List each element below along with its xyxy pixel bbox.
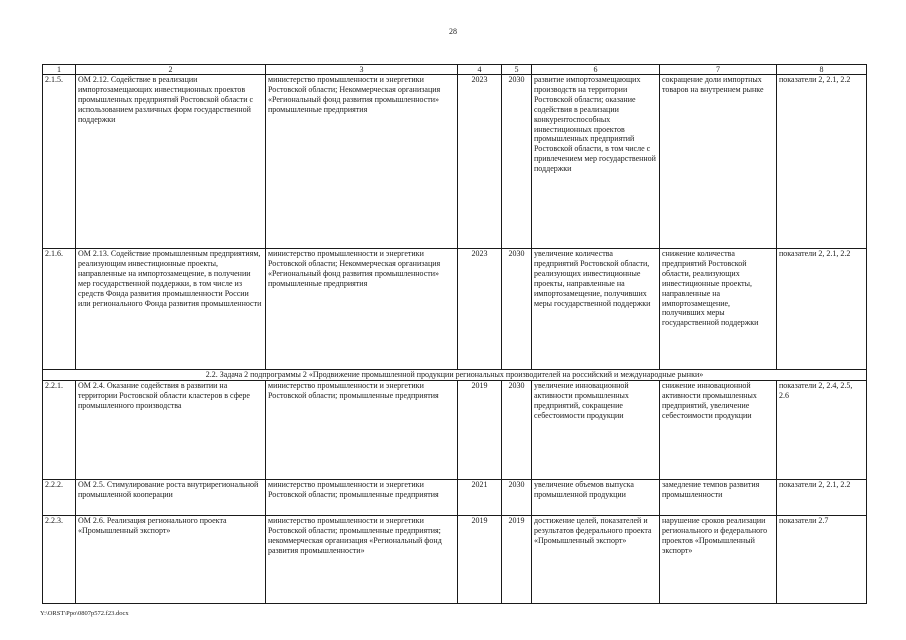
expected-result: увеличение объемов выпуска промышленной продукции — [532, 480, 660, 516]
program-measures-table — [42, 64, 867, 604]
row-number: 2.2.2. — [43, 480, 76, 516]
column-header: 4 — [458, 65, 502, 75]
end-year: 2019 — [502, 516, 532, 604]
start-year: 2023 — [458, 75, 502, 249]
executor: министерство промышленности и энергетики Ростовской области; промышленные предприятия — [266, 381, 458, 480]
column-header: 1 — [43, 65, 76, 75]
column-header: 6 — [532, 65, 660, 75]
task-heading: 2.2. Задача 2 подпрограммы 2 «Продвижение промышленной продукции региональных производителей на российский и международные рынки» — [43, 370, 867, 381]
column-header: 2 — [76, 65, 266, 75]
non-implementation-consequence: нарушение сроков реализации регионального и федерального проектов «Промышленный экспорт» — [660, 516, 777, 604]
task-heading-row — [43, 370, 867, 381]
page-number: 28 — [449, 27, 457, 36]
expected-result: развитие импортозамещающих производств на территории Ростовской области; оказание содействия в реализации конкурентоспособных инвестиционных проектов промышленных предприятий Ростовской области, в том числе с привлечением мер государственной поддержки — [532, 75, 660, 249]
event-name: ОМ 2.6. Реализация регионального проекта «Промышленный экспорт» — [76, 516, 266, 604]
table-row — [43, 516, 867, 604]
expected-result: достижение целей, показателей и результатов федерального проекта «Промышленный экспорт» — [532, 516, 660, 604]
non-implementation-consequence: снижение инновационной активности промышленных предприятий, увеличение себестоимости продукции — [660, 381, 777, 480]
executor: министерство промышленности и энергетики Ростовской области; Некоммерческая организация «Региональный фонд развития промышленности» промышленные предприятия — [266, 75, 458, 249]
expected-result: увеличение инновационной активности промышленных предприятий, сокращение себестоимости продукции — [532, 381, 660, 480]
row-number: 2.1.5. — [43, 75, 76, 249]
indicator-link: показатели 2, 2.4, 2.5, 2.6 — [777, 381, 867, 480]
event-name: ОМ 2.4. Оказание содействия в развитии на территории Ростовской области кластеров в сфере промышленного производства — [76, 381, 266, 480]
start-year: 2019 — [458, 381, 502, 480]
column-header: 8 — [777, 65, 867, 75]
event-name: ОМ 2.13. Содействие промышленным предприятиям, реализующим инвестиционные проекты, направленные на импортозамещение, в получении мер государственной поддержки, в том числе из средств Фонда развития промышленности России или регионального Фонда развития промышленности — [76, 249, 266, 370]
table-row — [43, 381, 867, 480]
start-year: 2023 — [458, 249, 502, 370]
executor: министерство промышленности и энергетики Ростовской области; Некоммерческая организация «Региональный фонд развития промышленности» промышленные предприятия — [266, 249, 458, 370]
column-header: 7 — [660, 65, 777, 75]
column-header: 3 — [266, 65, 458, 75]
end-year: 2030 — [502, 381, 532, 480]
indicator-link: показатели 2.7 — [777, 516, 867, 604]
row-number: 2.2.1. — [43, 381, 76, 480]
non-implementation-consequence: сокращение доли импортных товаров на внутреннем рынке — [660, 75, 777, 249]
table-row — [43, 75, 867, 249]
event-name: ОМ 2.12. Содействие в реализации импортозамещающих инвестиционных проектов промышленных предприятий Ростовской области с использованием различных форм государственной поддержки — [76, 75, 266, 249]
row-number: 2.1.6. — [43, 249, 76, 370]
row-number: 2.2.3. — [43, 516, 76, 604]
end-year: 2030 — [502, 75, 532, 249]
start-year: 2019 — [458, 516, 502, 604]
end-year: 2030 — [502, 480, 532, 516]
expected-result: увеличение количества предприятий Ростовской области, реализующих инвестиционные проекты, направленные на импортозамещение, получивших меры государственной поддержки — [532, 249, 660, 370]
column-header: 5 — [502, 65, 532, 75]
table-row — [43, 480, 867, 516]
indicator-link: показатели 2, 2.1, 2.2 — [777, 75, 867, 249]
start-year: 2021 — [458, 480, 502, 516]
executor: министерство промышленности и энергетики Ростовской области; промышленные предприятия; некоммерческая организация «Региональный фонд развития промышленности» — [266, 516, 458, 604]
indicator-link: показатели 2, 2.1, 2.2 — [777, 480, 867, 516]
table-row — [43, 249, 867, 370]
file-path-footer: Y:\ORST\Ppo\0807p572.f23.docx — [40, 610, 129, 617]
executor: министерство промышленности и энергетики Ростовской области; промышленные предприятия — [266, 480, 458, 516]
non-implementation-consequence: снижение количества предприятий Ростовской области, реализующих инвестиционные проекты, направленные на импортозамещение, получивших меры государственной поддержки — [660, 249, 777, 370]
end-year: 2030 — [502, 249, 532, 370]
event-name: ОМ 2.5. Стимулирование роста внутрирегиональной промышленной кооперации — [76, 480, 266, 516]
indicator-link: показатели 2, 2.1, 2.2 — [777, 249, 867, 370]
non-implementation-consequence: замедление темпов развития промышленности — [660, 480, 777, 516]
header-row — [43, 65, 867, 75]
